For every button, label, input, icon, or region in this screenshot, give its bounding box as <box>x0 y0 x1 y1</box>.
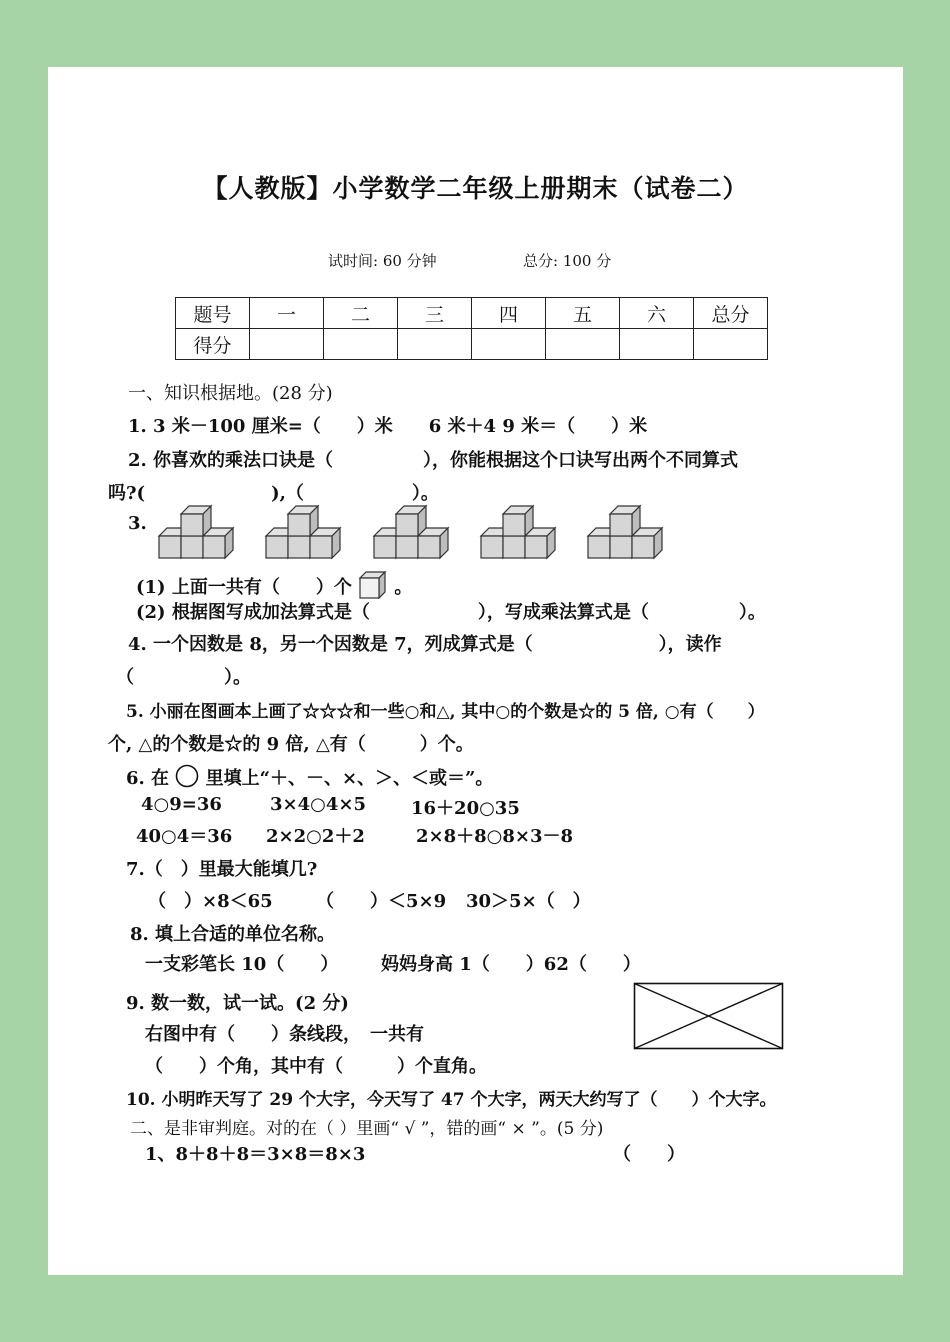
score-cell[interactable] <box>472 329 546 360</box>
question-5-line1: 5. 小丽在图画本上画了☆☆☆和一些○和△, 其中○的个数是☆的 5 倍, ○有（ ） <box>126 702 765 722</box>
question-6-text-b: 里填上“＋、－、×、＞、＜或＝”。 <box>205 768 494 789</box>
line-figure <box>633 982 785 1052</box>
question-3-sub1-text: (1) 上面一共有（ ）个 <box>136 577 352 598</box>
score-table-score-row <box>176 329 768 360</box>
q6-expr: 3×4○4×5 <box>270 794 366 815</box>
question-4-line1: 4. 一个因数是 8，另一个因数是 7，列成算式是（ ），读作 <box>128 634 722 655</box>
question-9-line3: （ ）个角，其中有（ ）个直角。 <box>145 1056 487 1077</box>
question-9-line1: 9. 数一数，试一试。(2 分) <box>126 993 349 1014</box>
score-cell[interactable] <box>324 329 398 360</box>
score-header-cell: 总分 <box>694 298 768 329</box>
question-7: 7.（ ）里最大能填几? <box>126 859 318 880</box>
question-2-line2: 吗?( ),（ ）。 <box>108 483 439 504</box>
question-3-sub1 <box>136 571 412 599</box>
score-cell[interactable] <box>398 329 472 360</box>
question-10: 10. 小明昨天写了 29 个大字，今天写了 47 个大字，两天大约写了（ ）个大字。 <box>126 1090 777 1110</box>
score-table <box>175 297 768 360</box>
judge-answer-blank[interactable]: （ ） <box>613 1144 685 1165</box>
q6-expr: 2×8＋8○8×3－8 <box>416 826 574 847</box>
score-cell[interactable] <box>250 329 324 360</box>
cube-stack-2 <box>266 506 340 558</box>
exam-total: 总分: 100 分 <box>523 252 612 270</box>
question-3-sub2: (2) 根据图写成加法算式是（ ），写成乘法算式是（ ）。 <box>136 602 766 623</box>
q6-expr: 16＋20○35 <box>411 798 520 819</box>
score-header-cell: 四 <box>472 298 546 329</box>
circle-icon <box>175 764 199 788</box>
q6-expr: 4○9=36 <box>141 794 222 815</box>
exam-time: 试时间: 60 分钟 <box>328 252 437 270</box>
question-6 <box>126 764 493 790</box>
q7-expr: （ ）＜5×9 <box>316 891 447 912</box>
score-cell[interactable] <box>546 329 620 360</box>
section1-heading: 一、知识根据地。(28 分) <box>128 383 333 404</box>
question-8: 8. 填上合适的单位名称。 <box>130 924 336 945</box>
score-row-label: 得分 <box>176 329 250 360</box>
exam-paper <box>48 67 903 1275</box>
q6-expr: 40○4＝36 <box>136 826 233 847</box>
question-5-line2: 个, △的个数是☆的 9 倍, △有（ ）个。 <box>108 734 474 755</box>
cube-stack-1 <box>159 506 233 558</box>
score-header-cell: 六 <box>620 298 694 329</box>
question-9-line2: 右图中有（ ）条线段， 一共有 <box>145 1024 424 1045</box>
judge-question-1: 1、8＋8＋8＝3×8＝8×3 <box>145 1144 366 1165</box>
page-title: 【人教版】小学数学二年级上册期末（试卷二） <box>202 174 749 203</box>
score-header-cell: 二 <box>324 298 398 329</box>
cube-stack-5 <box>588 506 662 558</box>
question-3-label: 3. <box>128 513 147 534</box>
question-3-sub1-end: 。 <box>394 577 413 598</box>
cube-figures <box>156 503 756 563</box>
q8-item: 妈妈身高 1（ ）62（ ） <box>381 954 641 975</box>
score-cell[interactable] <box>694 329 768 360</box>
cube-stack-3 <box>374 506 448 558</box>
cube-stack-4 <box>481 506 555 558</box>
cube-icon <box>358 571 388 599</box>
question-4-line2: （ ）。 <box>116 667 251 688</box>
question-1: 1. 3 米－100 厘米=（ ）米 6 米＋4 9 米＝（ ）米 <box>128 416 648 437</box>
score-table-header-row <box>176 298 768 329</box>
question-2-line1: 2. 你喜欢的乘法口诀是（ ），你能根据这个口诀写出两个不同算式 <box>128 450 739 471</box>
score-cell[interactable] <box>620 329 694 360</box>
section2-heading: 二、是非审判庭。对的在（ ）里画“ √ ”，错的画“ × ”。(5 分) <box>130 1119 604 1139</box>
question-6-text-a: 6. 在 <box>126 768 170 789</box>
q6-expr: 2×2○2＋2 <box>266 826 365 847</box>
score-header-cell: 一 <box>250 298 324 329</box>
q7-expr: （ ）×8＜65 <box>148 891 273 912</box>
score-header-cell: 题号 <box>176 298 250 329</box>
score-header-cell: 五 <box>546 298 620 329</box>
q7-expr: 30＞5×（ ） <box>466 891 591 912</box>
score-header-cell: 三 <box>398 298 472 329</box>
q8-item: 一支彩笔长 10（ ） <box>145 954 339 975</box>
